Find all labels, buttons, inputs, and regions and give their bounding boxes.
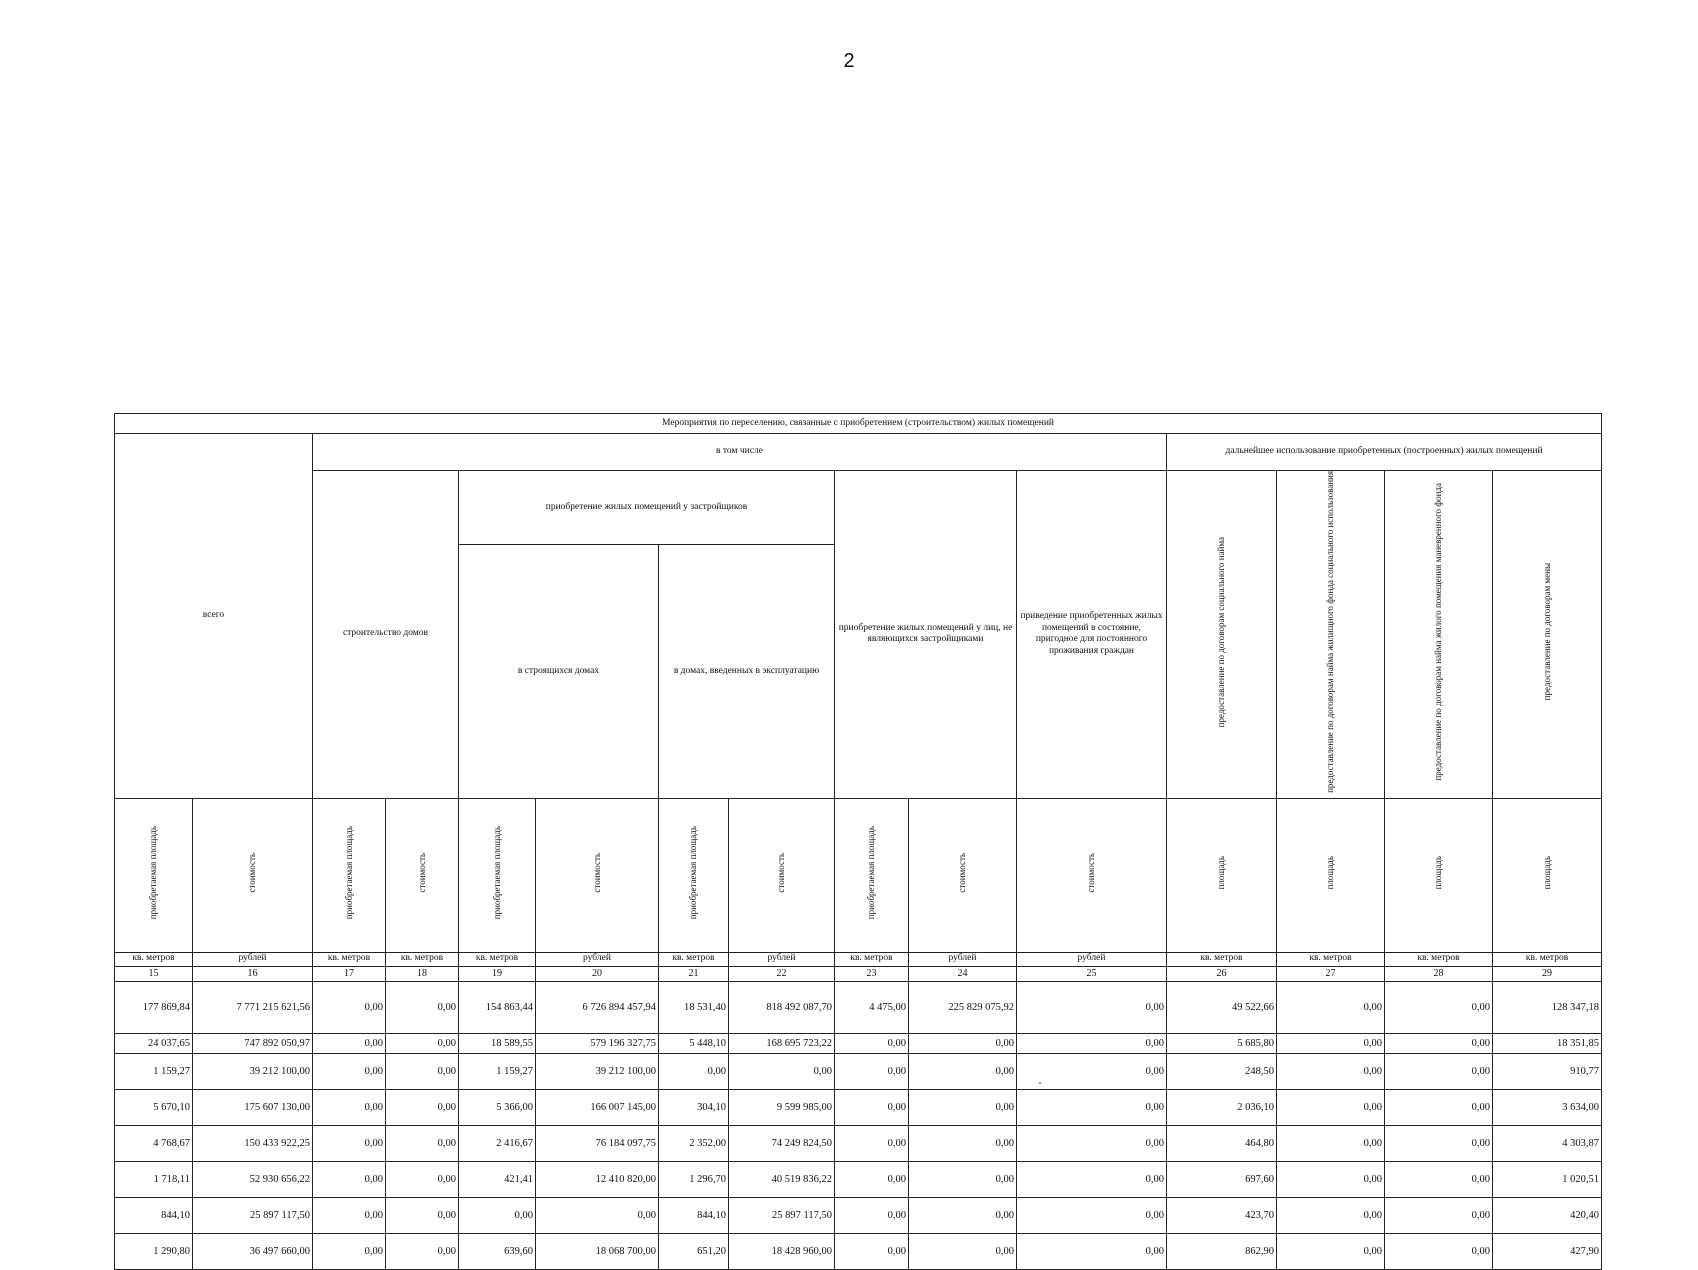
table-cell: 304,10 xyxy=(659,1089,729,1125)
table-cell: 0,00 xyxy=(313,1053,386,1089)
subheader-area: площадь xyxy=(1541,856,1552,890)
table-cell: 4 768,67 xyxy=(115,1125,193,1161)
column-number: 25 xyxy=(1017,966,1167,981)
column-number: 26 xyxy=(1167,966,1277,981)
table-cell: 18 068 700,00 xyxy=(536,1233,659,1269)
table-cell: 0,00 xyxy=(386,1125,459,1161)
table-cell: 844,10 xyxy=(659,1197,729,1233)
table-cell: 76 184 097,75 xyxy=(536,1125,659,1161)
table-cell: 2 416,67 xyxy=(459,1125,536,1161)
table-cell: 0,00 xyxy=(1277,1033,1385,1053)
table-cell: 25 897 117,50 xyxy=(193,1197,313,1233)
table-cell: 0,00 xyxy=(1017,1125,1167,1161)
header-social-rent: предоставление по договорам социального найма xyxy=(1216,536,1227,728)
table-cell: 697,60 xyxy=(1167,1161,1277,1197)
table-cell: 0,00 xyxy=(1385,1053,1493,1089)
table-row xyxy=(115,1233,1602,1269)
unit-label: рублей xyxy=(193,952,313,966)
table-cell: 0,00 xyxy=(386,1197,459,1233)
table-cell: 1 159,27 xyxy=(459,1053,536,1089)
table-cell: 0,00 xyxy=(835,1233,909,1269)
header-construction: строительство домов xyxy=(313,471,459,799)
table-cell: 0,00 xyxy=(536,1197,659,1233)
table-cell: 0,00 xyxy=(1017,1161,1167,1197)
column-number: 24 xyxy=(909,966,1017,981)
column-number: 27 xyxy=(1277,966,1385,981)
unit-label: кв. метров xyxy=(1493,952,1602,966)
column-number: 21 xyxy=(659,966,729,981)
resettlement-table xyxy=(114,413,1602,1270)
table-cell: 18 589,55 xyxy=(459,1033,536,1053)
table-cell: 0,00 xyxy=(1385,1033,1493,1053)
subheader-area: площадь xyxy=(1216,856,1227,890)
table-cell: 0,00 xyxy=(1017,981,1167,1033)
table-cell: 154 863,44 xyxy=(459,981,536,1033)
unit-label: кв. метров xyxy=(386,952,459,966)
table-cell: 12 410 820,00 xyxy=(536,1161,659,1197)
table-row xyxy=(115,1053,1602,1089)
table-cell: 5 670,10 xyxy=(115,1089,193,1125)
subheader-cost: стоимость xyxy=(247,853,258,893)
table-cell: 0,00 xyxy=(909,1233,1017,1269)
table-cell: 0,00 xyxy=(1385,1161,1493,1197)
table-cell: 52 930 656,22 xyxy=(193,1161,313,1197)
table-cell: 5 685,80 xyxy=(1167,1033,1277,1053)
table-cell: 0,00 xyxy=(659,1053,729,1089)
table-cell: 0,00 xyxy=(313,1033,386,1053)
table-cell: 3 634,00 xyxy=(1493,1089,1602,1125)
subheader-acquired-area: приобретаемая площадь xyxy=(688,826,699,920)
table-cell: 0,00 xyxy=(313,1197,386,1233)
table-cell: 0,00 xyxy=(1017,1089,1167,1125)
table-cell: 0,00 xyxy=(909,1033,1017,1053)
header-further-use: дальнейшее использование приобретенных (построенных) жилых помещений xyxy=(1167,434,1602,471)
unit-label: кв. метров xyxy=(313,952,386,966)
table-cell: 0,00 xyxy=(1017,1053,1167,1089)
table-cell: 0,00 xyxy=(1385,1089,1493,1125)
column-number: 18 xyxy=(386,966,459,981)
table-cell: 0,00 xyxy=(313,1161,386,1197)
table-cell: 1 290,80 xyxy=(115,1233,193,1269)
table-cell: 0,00 xyxy=(1277,1125,1385,1161)
table-cell: 0,00 xyxy=(1277,1161,1385,1197)
table-cell: 0,00 xyxy=(386,1233,459,1269)
table-cell: 2 352,00 xyxy=(659,1125,729,1161)
unit-label: кв. метров xyxy=(1167,952,1277,966)
header-commissioned: в домах, введенных в эксплуатацию xyxy=(659,545,835,798)
table-row xyxy=(115,981,1602,1033)
table-cell: 0,00 xyxy=(386,1033,459,1053)
table-cell: 0,00 xyxy=(1277,1053,1385,1089)
header-bringing-to-condition: приведение приобретенных жилых помещений в состояние, пригодное для постоянного проживания граждан xyxy=(1017,471,1167,799)
table-cell: 0,00 xyxy=(1277,1197,1385,1233)
header-including: в том числе xyxy=(313,434,1167,471)
table-cell: 0,00 xyxy=(386,1053,459,1089)
subheader-acquired-area: приобретаемая площадь xyxy=(343,826,354,920)
header-exchange: предоставление по договорам мены xyxy=(1541,563,1552,701)
table-cell: 423,70 xyxy=(1167,1197,1277,1233)
subheader-cost: стоимость xyxy=(416,853,427,893)
table-cell: 0,00 xyxy=(313,1125,386,1161)
table-cell: 49 522,66 xyxy=(1167,981,1277,1033)
table-cell: 420,40 xyxy=(1493,1197,1602,1233)
table-cell: 166 007 145,00 xyxy=(536,1089,659,1125)
table-cell: 0,00 xyxy=(835,1033,909,1053)
table-cell: 0,00 xyxy=(1277,1089,1385,1125)
subheader-cost: стоимость xyxy=(776,853,787,893)
table-cell: 1 020,51 xyxy=(1493,1161,1602,1197)
table-row xyxy=(115,1161,1602,1197)
table-cell: 0,00 xyxy=(909,1197,1017,1233)
table-cell: 1 296,70 xyxy=(659,1161,729,1197)
table-cell: 0,00 xyxy=(459,1197,536,1233)
table-cell: 248,50 xyxy=(1167,1053,1277,1089)
column-number: 22 xyxy=(729,966,835,981)
table-cell: 2 036,10 xyxy=(1167,1089,1277,1125)
table-cell: 36 497 660,00 xyxy=(193,1233,313,1269)
unit-label: рублей xyxy=(909,952,1017,966)
table-cell: 0,00 xyxy=(909,1125,1017,1161)
table-body xyxy=(115,981,1602,1269)
subheader-acquired-area: приобретаемая площадь xyxy=(491,826,502,920)
table-cell: 168 695 723,22 xyxy=(729,1033,835,1053)
subheader-cost: стоимость xyxy=(957,853,968,893)
table-cell: 0,00 xyxy=(313,1233,386,1269)
table-cell: 0,00 xyxy=(386,1161,459,1197)
table-cell: 225 829 075,92 xyxy=(909,981,1017,1033)
column-number: 15 xyxy=(115,966,193,981)
subheader-cost: стоимость xyxy=(1086,853,1097,893)
table-cell: 1 159,27 xyxy=(115,1053,193,1089)
table-cell: 0,00 xyxy=(835,1053,909,1089)
unit-label: кв. метров xyxy=(835,952,909,966)
table-cell: 0,00 xyxy=(1277,1233,1385,1269)
unit-label: рублей xyxy=(1017,952,1167,966)
table-cell: 421,41 xyxy=(459,1161,536,1197)
table-cell: 18 531,40 xyxy=(659,981,729,1033)
table-cell: 1 718,11 xyxy=(115,1161,193,1197)
table-cell: 24 037,65 xyxy=(115,1033,193,1053)
column-number: 17 xyxy=(313,966,386,981)
column-number: 28 xyxy=(1385,966,1493,981)
table-cell: 0,00 xyxy=(1385,1197,1493,1233)
table-cell: 818 492 087,70 xyxy=(729,981,835,1033)
table-cell: 6 726 894 457,94 xyxy=(536,981,659,1033)
header-purchase-developers: приобретение жилых помещений у застройщиков xyxy=(459,471,835,545)
table-cell: 0,00 xyxy=(835,1197,909,1233)
unit-label: кв. метров xyxy=(115,952,193,966)
table-cell: 7 771 215 621,56 xyxy=(193,981,313,1033)
table-cell: 0,00 xyxy=(1017,1033,1167,1053)
table-cell: 128 347,18 xyxy=(1493,981,1602,1033)
unit-label: рублей xyxy=(729,952,835,966)
table-row xyxy=(115,1125,1602,1161)
header-social-use-rent: предоставление по договорам найма жилищного фонда социального использования xyxy=(1325,471,1336,793)
table-row xyxy=(115,1033,1602,1053)
table-cell: 427,90 xyxy=(1493,1233,1602,1269)
table-cell: 464,80 xyxy=(1167,1125,1277,1161)
table-cell: 0,00 xyxy=(909,1053,1017,1089)
table-cell: 4 303,87 xyxy=(1493,1125,1602,1161)
table-cell: 0,00 xyxy=(1385,1125,1493,1161)
table-cell: 0,00 xyxy=(909,1089,1017,1125)
table-cell: 0,00 xyxy=(1385,981,1493,1033)
header-maneuverable-rent: предоставление по договорам найма жилого помещения маневренного фонда xyxy=(1433,483,1444,781)
table-cell: 0,00 xyxy=(313,1089,386,1125)
scan-speck xyxy=(1039,1082,1041,1084)
column-number: 19 xyxy=(459,966,536,981)
table-cell: 40 519 836,22 xyxy=(729,1161,835,1197)
subheader-acquired-area: приобретаемая площадь xyxy=(866,826,877,920)
table-cell: 0,00 xyxy=(313,981,386,1033)
subheader-acquired-area: приобретаемая площадь xyxy=(148,826,159,920)
table-cell: 177 869,84 xyxy=(115,981,193,1033)
subheader-cost: стоимость xyxy=(591,853,602,893)
table-cell: 5 448,10 xyxy=(659,1033,729,1053)
table-cell: 25 897 117,50 xyxy=(729,1197,835,1233)
table-cell: 0,00 xyxy=(1017,1197,1167,1233)
unit-label: кв. метров xyxy=(659,952,729,966)
table-cell: 0,00 xyxy=(835,1161,909,1197)
subheader-area: площадь xyxy=(1433,856,1444,890)
table-cell: 5 366,00 xyxy=(459,1089,536,1125)
table-cell: 844,10 xyxy=(115,1197,193,1233)
header-under-construction: в строящихся домах xyxy=(459,545,659,798)
table-cell: 0,00 xyxy=(729,1053,835,1089)
unit-label: кв. метров xyxy=(1277,952,1385,966)
table-cell: 39 212 100,00 xyxy=(193,1053,313,1089)
table-cell: 747 892 050,97 xyxy=(193,1033,313,1053)
unit-label: кв. метров xyxy=(459,952,536,966)
column-number: 20 xyxy=(536,966,659,981)
table-cell: 862,90 xyxy=(1167,1233,1277,1269)
table-cell: 0,00 xyxy=(909,1161,1017,1197)
table-cell: 651,20 xyxy=(659,1233,729,1269)
table-cell: 910,77 xyxy=(1493,1053,1602,1089)
table-cell: 4 475,00 xyxy=(835,981,909,1033)
table-cell: 639,60 xyxy=(459,1233,536,1269)
column-number: 16 xyxy=(193,966,313,981)
table-cell: 0,00 xyxy=(1385,1233,1493,1269)
table-cell: 0,00 xyxy=(835,1089,909,1125)
table-cell: 18 351,85 xyxy=(1493,1033,1602,1053)
table-cell: 175 607 130,00 xyxy=(193,1089,313,1125)
table-row xyxy=(115,1089,1602,1125)
table-cell: 18 428 960,00 xyxy=(729,1233,835,1269)
table-cell: 0,00 xyxy=(1017,1233,1167,1269)
table-cell: 0,00 xyxy=(1277,981,1385,1033)
table-cell: 579 196 327,75 xyxy=(536,1033,659,1053)
header-total: всего xyxy=(115,434,313,799)
table-cell: 0,00 xyxy=(835,1125,909,1161)
table-cell: 9 599 985,00 xyxy=(729,1089,835,1125)
table-cell: 39 212 100,00 xyxy=(536,1053,659,1089)
unit-label: кв. метров xyxy=(1385,952,1493,966)
main-title: Мероприятия по переселению, связанные с приобретением (строительством) жилых помещений xyxy=(115,414,1602,434)
subheader-area: площадь xyxy=(1325,856,1336,890)
column-number: 29 xyxy=(1493,966,1602,981)
unit-label: рублей xyxy=(536,952,659,966)
table-row xyxy=(115,1197,1602,1233)
header-purchase-non-developers: приобретение жилых помещений у лиц, не являющихся застройщиками xyxy=(835,471,1017,799)
page-number: 2 xyxy=(843,50,855,72)
table-cell: 74 249 824,50 xyxy=(729,1125,835,1161)
table-cell: 150 433 922,25 xyxy=(193,1125,313,1161)
column-number: 23 xyxy=(835,966,909,981)
table-cell: 0,00 xyxy=(386,1089,459,1125)
table-cell: 0,00 xyxy=(386,981,459,1033)
